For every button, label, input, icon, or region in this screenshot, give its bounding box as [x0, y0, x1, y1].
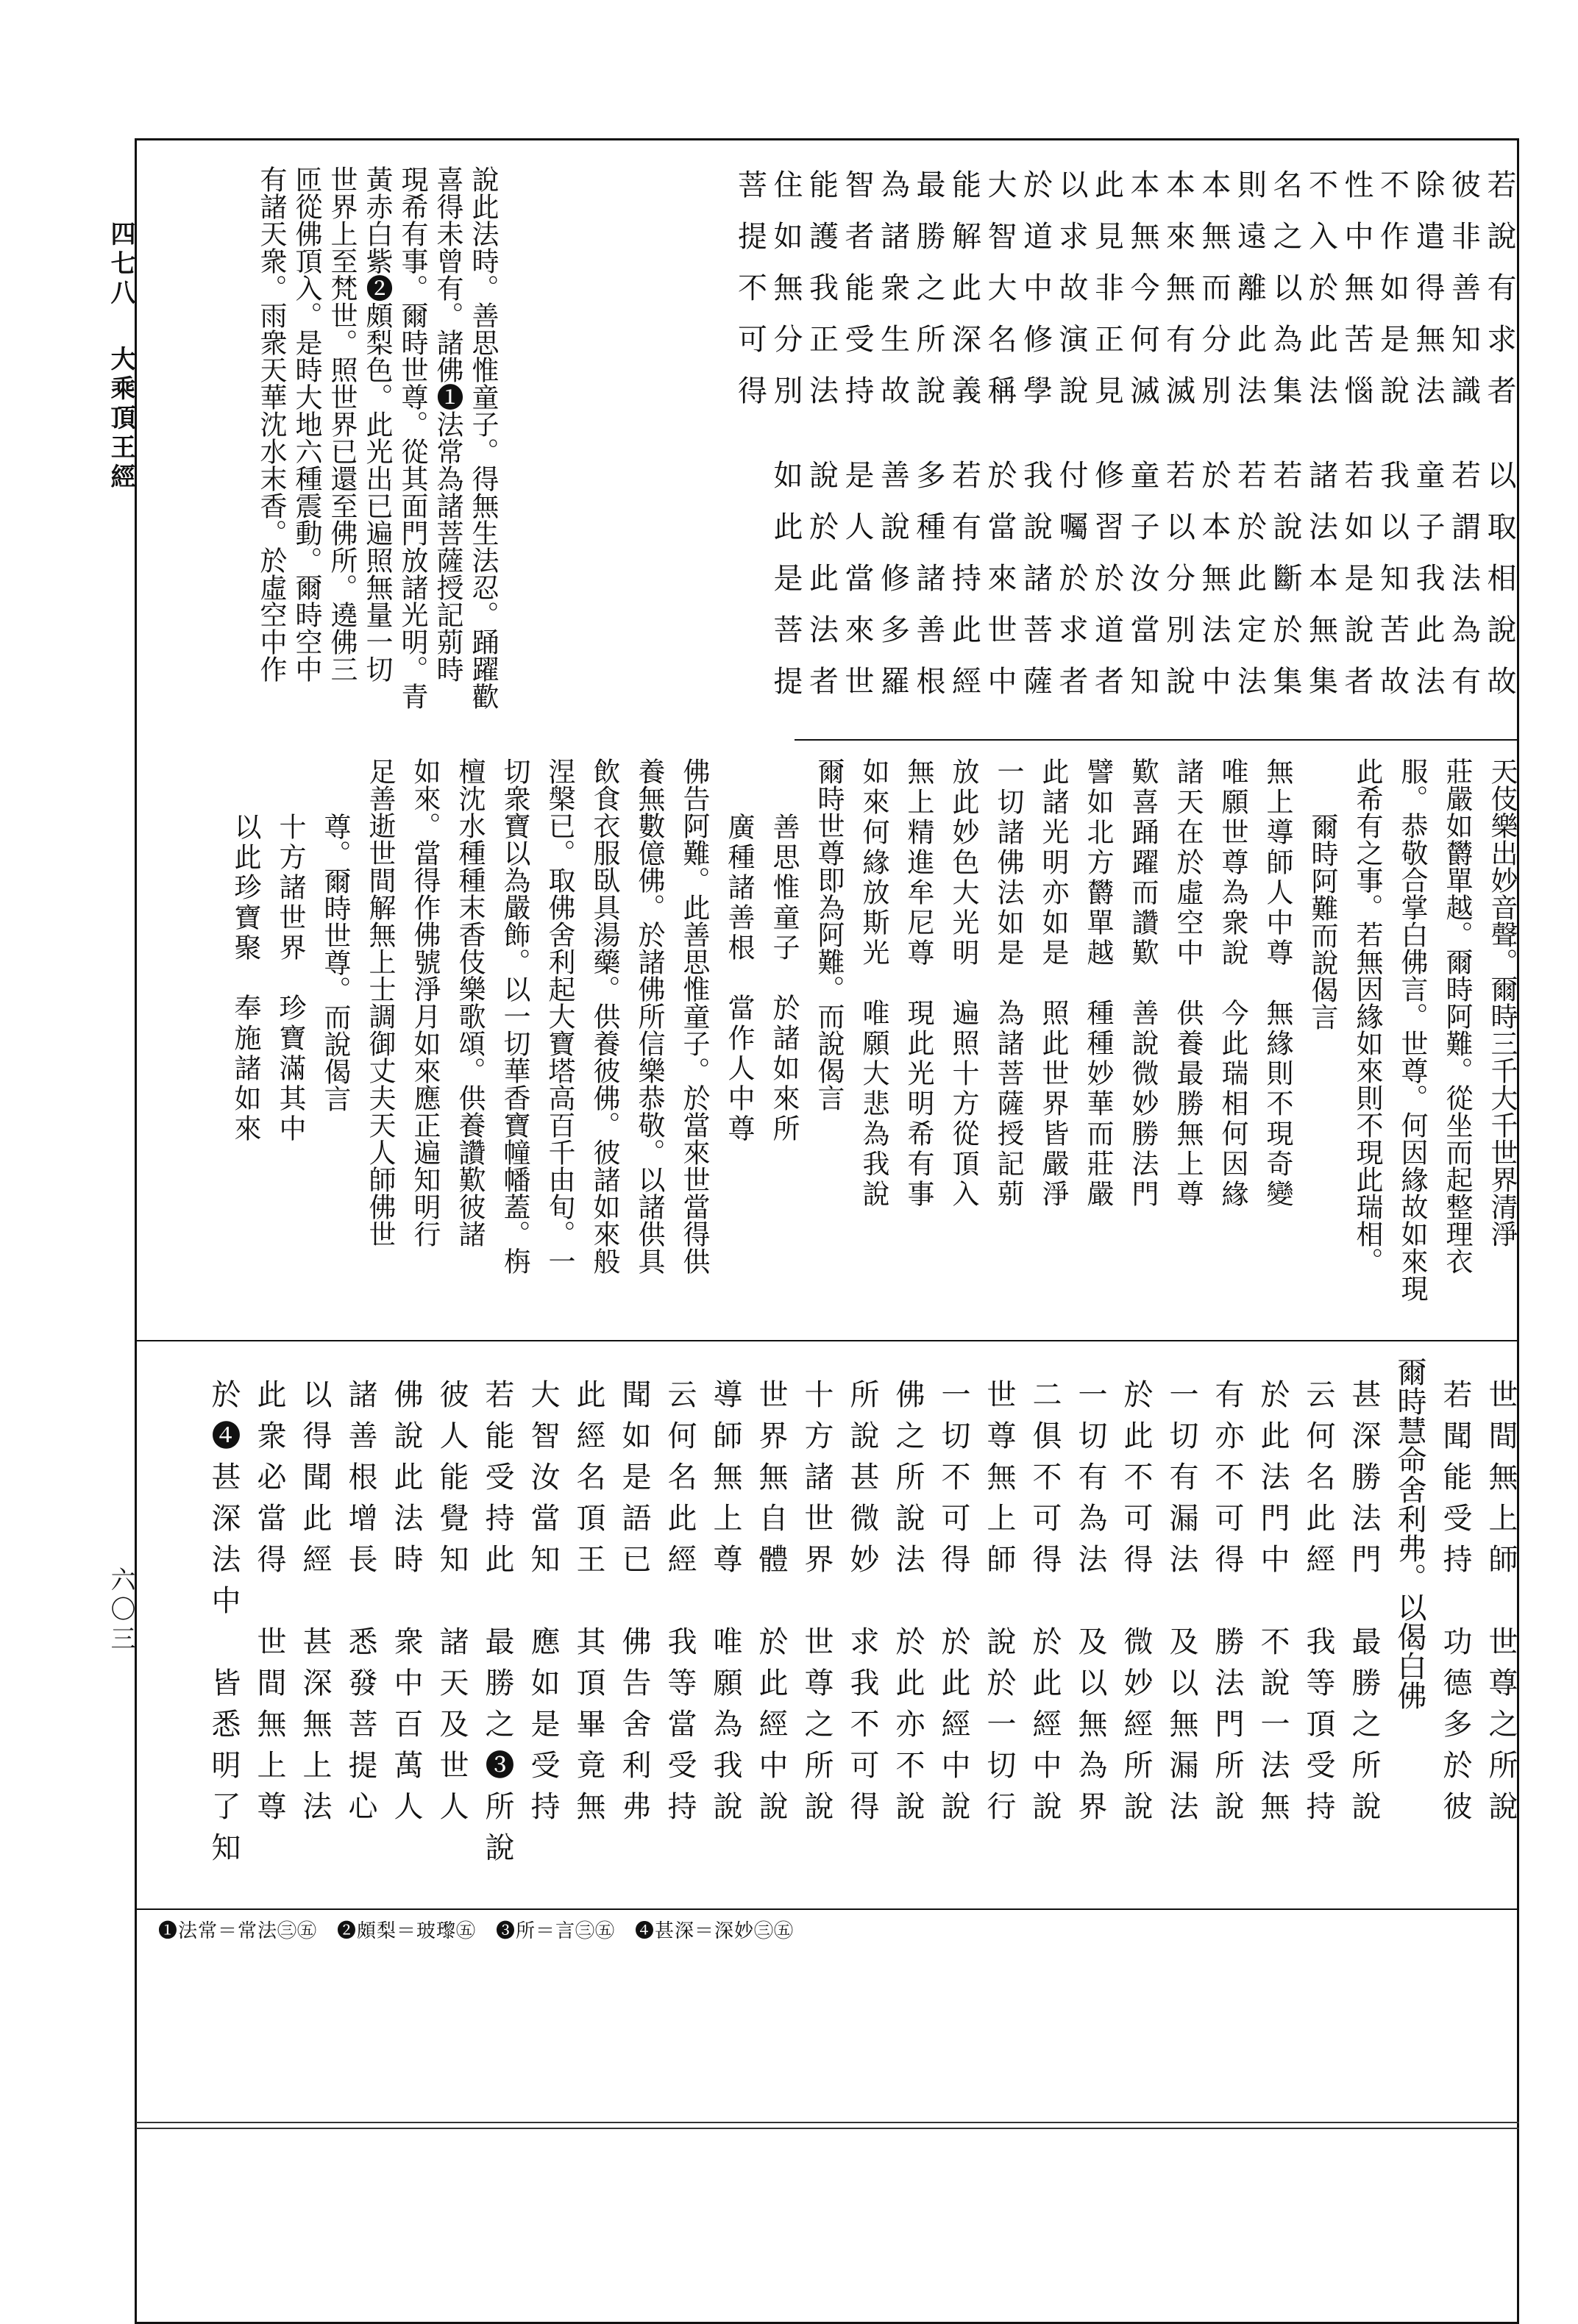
text-line: 放此妙色大光明 遍照十方從頂入 — [948, 758, 979, 1210]
verse-line: 不入於此法 — [1304, 169, 1338, 427]
verse-line: 云何名此經 我等當受持 — [663, 1379, 697, 1832]
verse-line: 本無而分別 — [1197, 169, 1231, 427]
verse-line: 若聞能受持 功德多於彼 — [1438, 1379, 1472, 1832]
text-line: 以此珍寶聚 奉施諸如來 — [230, 813, 261, 1144]
verse-line: 此見非正見 — [1090, 169, 1124, 427]
verse-line: 世尊無上師 說於一切行 — [982, 1379, 1016, 1832]
text-line: 莊嚴如欝單越。爾時阿難。從坐而起整理衣 — [1441, 758, 1473, 1275]
bottom-rule-2 — [136, 2128, 1519, 2129]
text-line: 如來何緣放斯光 唯願大悲為我說 — [858, 758, 889, 1210]
verse-line: 於❹甚深法中 皆悉明了知 — [207, 1379, 241, 1873]
verse-line: 若說有求者 — [1482, 169, 1516, 427]
prose-line: 喜得未曾有。諸佛❶法常為諸菩薩授記莂時 — [432, 165, 463, 682]
text-line: 唯願世尊為衆說 今此瑞相何因緣 — [1217, 758, 1248, 1210]
text-line: 此諸光明亦如是 照此世界皆嚴淨 — [1037, 758, 1069, 1210]
verse-line: 菩提不可得 — [733, 169, 767, 427]
verse-line: 於此不可得 微妙經所說 — [1119, 1379, 1153, 1832]
verse-line: 諸善根增長 悉發菩提心 — [344, 1379, 377, 1832]
verse-line: 於此法門中 不說一法無 — [1256, 1379, 1290, 1832]
text-line: 檀沈水種種末香伎樂歌頌。供養讚歎彼諸 — [454, 758, 486, 1247]
verse-line: 性中無苦惱 — [1340, 169, 1373, 427]
footnotes: ❶法常＝常法㊂㊄ ❷頗梨＝玻瓈㊄ ❸所＝言㊂㊄ ❹甚深＝深妙㊂㊄ — [158, 1920, 795, 1942]
verse-line: 如此是菩提 — [769, 460, 803, 717]
margin-title: 大乘頂王經 — [106, 346, 135, 493]
text-line: 此希有之事。若無因緣如來則不現此瑞相。 — [1351, 758, 1383, 1275]
text-line: 如來。當得作佛號淨月如來應正遍知明行 — [409, 758, 441, 1247]
verse-line: 我以知苦故 — [1375, 460, 1410, 717]
prose-line: 黃赤白紫❷頗梨色。此光出已遍照無量一切 — [361, 165, 393, 682]
verse-line: 童子我此法 — [1411, 460, 1445, 717]
margin-page-number: 四七八 — [106, 221, 135, 309]
verse-line: 若於此定法 — [1232, 460, 1267, 717]
verse-line: 說於此法者 — [804, 460, 839, 717]
text-line: 飲食衣服臥具湯藥。供養彼佛。彼諸如來般 — [589, 758, 620, 1275]
verse-line: 世界無自體 於此經中說 — [754, 1379, 788, 1832]
verse-line: 諸法本無集 — [1304, 460, 1338, 717]
verse-line: 十方諸世界 世尊之所說 — [800, 1379, 834, 1832]
verse-line: 云何名此經 我等頂受持 — [1301, 1379, 1335, 1832]
footnote-divider — [136, 1908, 1519, 1910]
text-line: 爾時阿難而說偈言 — [1307, 813, 1338, 1030]
text-line: 養無數億佛。於諸佛所信樂恭敬。以諸供具 — [633, 758, 665, 1275]
verse-line: 多種諸善根 — [911, 460, 945, 717]
verse-line: 智者能受持 — [840, 169, 874, 427]
verse-line: 世間無上師 世尊之所說 — [1484, 1379, 1518, 1832]
text-line: 天伎樂出妙音聲。爾時三千大千世界清淨 — [1486, 758, 1518, 1247]
verse-line: 有亦不可得 勝法門所說 — [1210, 1379, 1244, 1832]
verse-line: 能護我正法 — [804, 169, 839, 427]
prose-line: 現希有事。爾時世尊。從其面門放諸光明。青 — [397, 165, 428, 710]
verse-line: 能解此深義 — [947, 169, 981, 427]
verse-line: 此衆必當得 世間無上尊 — [252, 1379, 286, 1832]
bottom-rule-1 — [136, 2122, 1519, 2123]
verse-line: 本無今何滅 — [1126, 169, 1159, 427]
verse-line: 以取相說故 — [1482, 460, 1516, 717]
verse-line: 二俱不可得 於此經中說 — [1028, 1379, 1062, 1832]
verse-line: 若謂法為有 — [1446, 460, 1481, 717]
verse-line: 於當來世中 — [983, 460, 1017, 717]
verse-line: 甚深勝法門 最勝之所說 — [1347, 1379, 1381, 1832]
verse-line: 於道中修學 — [1018, 169, 1053, 427]
verse-line: 彼人能覺知 諸天及世人 — [435, 1379, 469, 1832]
verse-line: 聞如是語已 佛告舍利弗 — [617, 1379, 651, 1832]
verse-line: 住如無分別 — [769, 169, 803, 427]
verse-line: 此經名頂王 其頂畢竟無 — [572, 1379, 605, 1832]
verse-line: 則遠離此法 — [1232, 169, 1267, 427]
text-line: 切衆寶以為嚴飾。以一切華香寶幢幡蓋。栴 — [499, 758, 530, 1275]
verse-line: 以求故演說 — [1054, 169, 1088, 427]
verse-line: 彼非善知識 — [1446, 169, 1481, 427]
prose-line: 有諸天衆。雨衆天華沈水末香。於虛空中作 — [255, 165, 287, 682]
verse-line: 童子汝當知 — [1126, 460, 1159, 717]
middle-divider — [136, 1340, 1519, 1341]
verse-line: 佛說此法時 衆中百萬人 — [389, 1379, 423, 1832]
verse-line: 於本無法中 — [1197, 460, 1231, 717]
verse-line: 為諸衆生故 — [875, 169, 910, 427]
text-line: 尊。爾時世尊。而說偈言 — [319, 813, 351, 1112]
prose-line: 說此法時。善思惟童子。得無生法忍。踊躍歡 — [467, 165, 499, 710]
text-line: 善思惟童子 於諸如來所 — [768, 813, 800, 1144]
verse-line: 大智汝當知 應如是受持 — [526, 1379, 560, 1832]
verse-line: 付囑於求者 — [1054, 460, 1088, 717]
verse-line: 善說修多羅 — [875, 460, 910, 717]
top-divider — [795, 739, 1519, 741]
text-line: 服。恭敬合掌白佛言。世尊。何因緣故如來現 — [1396, 758, 1428, 1302]
text-line: 廣種諸善根 當作人中尊 — [723, 813, 755, 1144]
verse-line: 不作如是說 — [1375, 169, 1410, 427]
verse-line: 若說斷於集 — [1268, 460, 1302, 717]
text-line: 涅槃已。取佛舍利起大寶塔高百千由旬。一 — [544, 758, 575, 1275]
text-line: 足善逝世間解無上士調御丈夫天人師佛世 — [364, 758, 396, 1247]
prose-line: 匝從佛頂入。是時大地六種震動。爾時空中 — [291, 165, 322, 682]
verse-line: 以得聞此經 甚深無上法 — [298, 1379, 332, 1832]
verse-line: 若有持此經 — [947, 460, 981, 717]
verse-line: 名之以為集 — [1268, 169, 1302, 427]
verse-line: 佛之所說法 於此亦不說 — [891, 1379, 925, 1832]
verse-line: 我說諸菩薩 — [1018, 460, 1053, 717]
verse-line: 若以分別說 — [1161, 460, 1195, 717]
verse-line: 若能受持此 最勝之❸所說 — [480, 1379, 514, 1873]
verse-line: 大智大名稱 — [983, 169, 1017, 427]
text-line: 譬如北方欝單越 種種妙華而莊嚴 — [1082, 758, 1114, 1210]
verse-line: 一切有漏法 及以無漏法 — [1165, 1379, 1198, 1832]
text-line: 無上精進牟尼尊 現此光明希有事 — [903, 758, 934, 1210]
top-prose — [151, 143, 497, 732]
verse-line: 所說甚微妙 求我不可得 — [845, 1379, 879, 1832]
middle-section — [151, 746, 1518, 1335]
prose-line: 世界上至梵世。照世界已還至佛所。遶佛三 — [326, 165, 358, 682]
verse-line: 一切不可得 於此經中說 — [937, 1379, 970, 1832]
verse-line: 若如是說者 — [1340, 460, 1373, 717]
text-line: 諸天在於虛空中 供養最勝無上尊 — [1172, 758, 1204, 1210]
verse-line: 一切有為法 及以無為界 — [1073, 1379, 1107, 1832]
verse-line: 除遣得無法 — [1411, 169, 1445, 427]
text-line: 無上導師人中尊 無緣則不現奇變 — [1262, 758, 1293, 1210]
verse-line: 爾時慧命舍利弗。以偈白佛 — [1393, 1357, 1426, 1710]
verse-line: 是人當來世 — [840, 460, 874, 717]
text-line: 佛告阿難。此善思惟童子。於當來世當得供 — [678, 758, 710, 1275]
top-section — [733, 143, 1516, 732]
text-line: 一切諸佛法如是 為諸菩薩授記莂 — [992, 758, 1024, 1210]
verse-line: 修習於道者 — [1090, 460, 1124, 717]
bottom-section — [151, 1346, 1518, 1905]
margin-bottom-number: 六〇三 — [106, 1566, 135, 1655]
text-line: 爾時世尊即為阿難。而說偈言 — [813, 758, 845, 1111]
verse-line: 最勝之所說 — [911, 169, 945, 427]
text-line: 歎喜踊躍而讚歎 善說微妙勝法門 — [1127, 758, 1159, 1210]
verse-line: 本來無有滅 — [1161, 169, 1195, 427]
verse-line: 導師無上尊 唯願為我說 — [708, 1379, 742, 1832]
text-line: 十方諸世界 珍寶滿其中 — [274, 813, 306, 1144]
